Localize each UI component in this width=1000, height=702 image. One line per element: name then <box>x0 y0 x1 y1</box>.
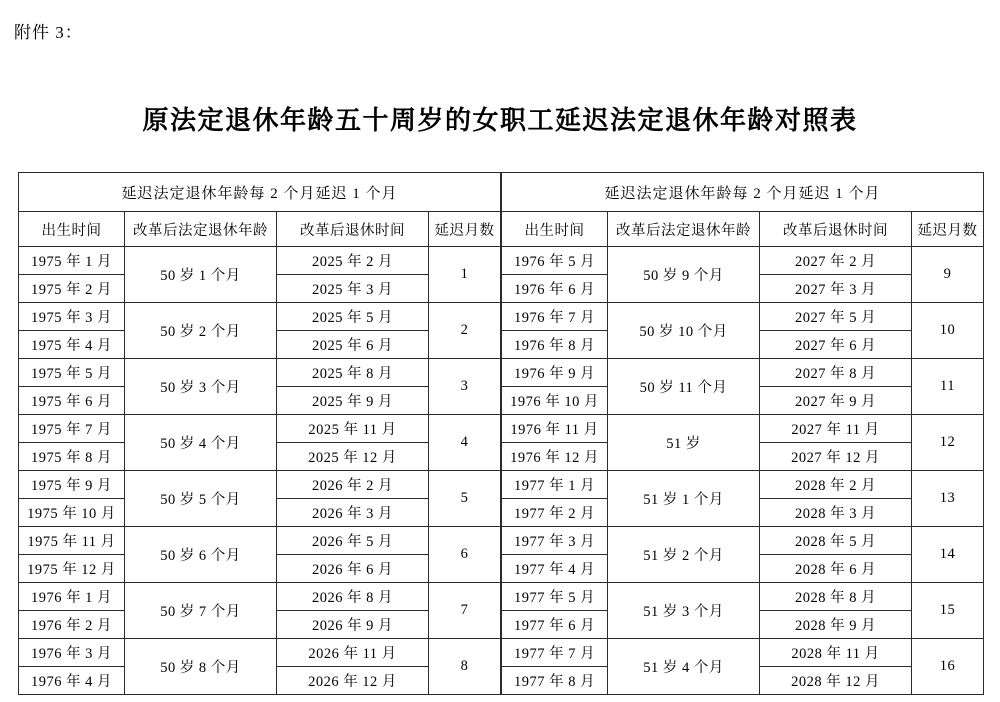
table-row <box>502 303 984 331</box>
table-column-header-row <box>19 212 501 247</box>
cell-retire-time: 2025 年 8 月 <box>277 359 429 387</box>
table-row <box>19 471 501 499</box>
cell-birth: 1975 年 8 月 <box>19 443 125 471</box>
cell-delay: 7 <box>429 583 501 639</box>
cell-birth: 1975 年 6 月 <box>19 387 125 415</box>
cell-age: 50 岁 2 个月 <box>125 303 277 359</box>
table-row <box>502 415 984 443</box>
table-row <box>19 303 501 331</box>
cell-age: 50 岁 3 个月 <box>125 359 277 415</box>
cell-birth: 1975 年 2 月 <box>19 275 125 303</box>
cell-retire-time: 2028 年 9 月 <box>760 611 912 639</box>
cell-delay: 3 <box>429 359 501 415</box>
cell-age: 50 岁 7 个月 <box>125 583 277 639</box>
cell-delay: 6 <box>429 527 501 583</box>
retirement-table-left <box>18 172 501 695</box>
cell-retire-time: 2027 年 8 月 <box>760 359 912 387</box>
cell-retire-time: 2026 年 3 月 <box>277 499 429 527</box>
cell-birth: 1976 年 12 月 <box>502 443 608 471</box>
column-header-retire-time: 改革后退休时间 <box>760 212 912 247</box>
cell-retire-time: 2027 年 5 月 <box>760 303 912 331</box>
cell-birth: 1976 年 4 月 <box>19 667 125 695</box>
cell-retire-time: 2028 年 2 月 <box>760 471 912 499</box>
cell-age: 51 岁 <box>608 415 760 471</box>
cell-age: 50 岁 5 个月 <box>125 471 277 527</box>
cell-birth: 1976 年 6 月 <box>502 275 608 303</box>
cell-retire-time: 2026 年 8 月 <box>277 583 429 611</box>
column-header-birth: 出生时间 <box>502 212 608 247</box>
cell-retire-time: 2025 年 11 月 <box>277 415 429 443</box>
table-row <box>19 247 501 275</box>
cell-age: 50 岁 8 个月 <box>125 639 277 695</box>
column-header-retire-time: 改革后退休时间 <box>277 212 429 247</box>
cell-retire-time: 2027 年 2 月 <box>760 247 912 275</box>
cell-delay: 9 <box>912 247 984 303</box>
cell-age: 50 岁 9 个月 <box>608 247 760 303</box>
table-row <box>19 583 501 611</box>
cell-age: 50 岁 10 个月 <box>608 303 760 359</box>
cell-birth: 1975 年 12 月 <box>19 555 125 583</box>
column-header-delay: 延迟月数 <box>429 212 501 247</box>
cell-birth: 1976 年 8 月 <box>502 331 608 359</box>
group-header: 延迟法定退休年龄每 2 个月延迟 1 个月 <box>19 173 501 212</box>
column-header-birth: 出生时间 <box>19 212 125 247</box>
cell-retire-time: 2026 年 12 月 <box>277 667 429 695</box>
cell-birth: 1976 年 5 月 <box>502 247 608 275</box>
cell-retire-time: 2025 年 3 月 <box>277 275 429 303</box>
cell-delay: 1 <box>429 247 501 303</box>
cell-retire-time: 2026 年 11 月 <box>277 639 429 667</box>
cell-retire-time: 2026 年 2 月 <box>277 471 429 499</box>
table-column-header-row <box>502 212 984 247</box>
cell-birth: 1976 年 2 月 <box>19 611 125 639</box>
column-header-age: 改革后法定退休年龄 <box>608 212 760 247</box>
cell-birth: 1977 年 8 月 <box>502 667 608 695</box>
cell-age: 51 岁 4 个月 <box>608 639 760 695</box>
table-group-header-row <box>502 173 984 212</box>
cell-birth: 1976 年 9 月 <box>502 359 608 387</box>
cell-birth: 1976 年 11 月 <box>502 415 608 443</box>
cell-age: 51 岁 3 个月 <box>608 583 760 639</box>
column-header-delay: 延迟月数 <box>912 212 984 247</box>
cell-birth: 1977 年 6 月 <box>502 611 608 639</box>
cell-retire-time: 2028 年 11 月 <box>760 639 912 667</box>
cell-birth: 1977 年 7 月 <box>502 639 608 667</box>
cell-delay: 11 <box>912 359 984 415</box>
cell-birth: 1975 年 3 月 <box>19 303 125 331</box>
cell-age: 51 岁 1 个月 <box>608 471 760 527</box>
cell-retire-time: 2028 年 12 月 <box>760 667 912 695</box>
cell-retire-time: 2028 年 5 月 <box>760 527 912 555</box>
cell-age: 51 岁 2 个月 <box>608 527 760 583</box>
cell-retire-time: 2027 年 3 月 <box>760 275 912 303</box>
cell-retire-time: 2026 年 9 月 <box>277 611 429 639</box>
cell-delay: 13 <box>912 471 984 527</box>
cell-retire-time: 2025 年 9 月 <box>277 387 429 415</box>
cell-delay: 15 <box>912 583 984 639</box>
table-row <box>502 583 984 611</box>
cell-birth: 1975 年 11 月 <box>19 527 125 555</box>
table-row <box>19 639 501 667</box>
column-header-age: 改革后法定退休年龄 <box>125 212 277 247</box>
table-row <box>19 415 501 443</box>
cell-retire-time: 2026 年 6 月 <box>277 555 429 583</box>
group-header: 延迟法定退休年龄每 2 个月延迟 1 个月 <box>502 173 984 212</box>
cell-retire-time: 2025 年 2 月 <box>277 247 429 275</box>
cell-delay: 16 <box>912 639 984 695</box>
cell-birth: 1977 年 5 月 <box>502 583 608 611</box>
cell-retire-time: 2028 年 6 月 <box>760 555 912 583</box>
table-row <box>502 247 984 275</box>
retirement-table-right <box>501 172 984 695</box>
retirement-age-tables <box>18 172 982 695</box>
cell-birth: 1976 年 1 月 <box>19 583 125 611</box>
cell-retire-time: 2027 年 12 月 <box>760 443 912 471</box>
cell-age: 50 岁 11 个月 <box>608 359 760 415</box>
cell-retire-time: 2027 年 11 月 <box>760 415 912 443</box>
cell-retire-time: 2028 年 3 月 <box>760 499 912 527</box>
table-group-header-row <box>19 173 501 212</box>
cell-delay: 5 <box>429 471 501 527</box>
cell-birth: 1977 年 4 月 <box>502 555 608 583</box>
cell-retire-time: 2026 年 5 月 <box>277 527 429 555</box>
page-title: 原法定退休年龄五十周岁的女职工延迟法定退休年龄对照表 <box>142 106 858 135</box>
cell-delay: 4 <box>429 415 501 471</box>
cell-age: 50 岁 4 个月 <box>125 415 277 471</box>
cell-birth: 1975 年 7 月 <box>19 415 125 443</box>
cell-birth: 1975 年 5 月 <box>19 359 125 387</box>
cell-birth: 1977 年 3 月 <box>502 527 608 555</box>
cell-delay: 2 <box>429 303 501 359</box>
cell-retire-time: 2027 年 6 月 <box>760 331 912 359</box>
cell-birth: 1975 年 1 月 <box>19 247 125 275</box>
table-row <box>502 639 984 667</box>
cell-retire-time: 2027 年 9 月 <box>760 387 912 415</box>
table-row <box>19 527 501 555</box>
cell-retire-time: 2025 年 5 月 <box>277 303 429 331</box>
cell-delay: 10 <box>912 303 984 359</box>
cell-birth: 1976 年 10 月 <box>502 387 608 415</box>
cell-birth: 1977 年 2 月 <box>502 499 608 527</box>
table-row <box>502 471 984 499</box>
cell-retire-time: 2025 年 6 月 <box>277 331 429 359</box>
cell-delay: 8 <box>429 639 501 695</box>
cell-birth: 1976 年 7 月 <box>502 303 608 331</box>
table-row <box>502 527 984 555</box>
cell-birth: 1975 年 4 月 <box>19 331 125 359</box>
cell-birth: 1976 年 3 月 <box>19 639 125 667</box>
cell-retire-time: 2025 年 12 月 <box>277 443 429 471</box>
cell-delay: 12 <box>912 415 984 471</box>
cell-birth: 1977 年 1 月 <box>502 471 608 499</box>
cell-age: 50 岁 1 个月 <box>125 247 277 303</box>
cell-delay: 14 <box>912 527 984 583</box>
table-row <box>19 359 501 387</box>
cell-birth: 1975 年 10 月 <box>19 499 125 527</box>
table-row <box>502 359 984 387</box>
cell-age: 50 岁 6 个月 <box>125 527 277 583</box>
attachment-label: 附件 3： <box>14 23 83 42</box>
cell-retire-time: 2028 年 8 月 <box>760 583 912 611</box>
cell-birth: 1975 年 9 月 <box>19 471 125 499</box>
